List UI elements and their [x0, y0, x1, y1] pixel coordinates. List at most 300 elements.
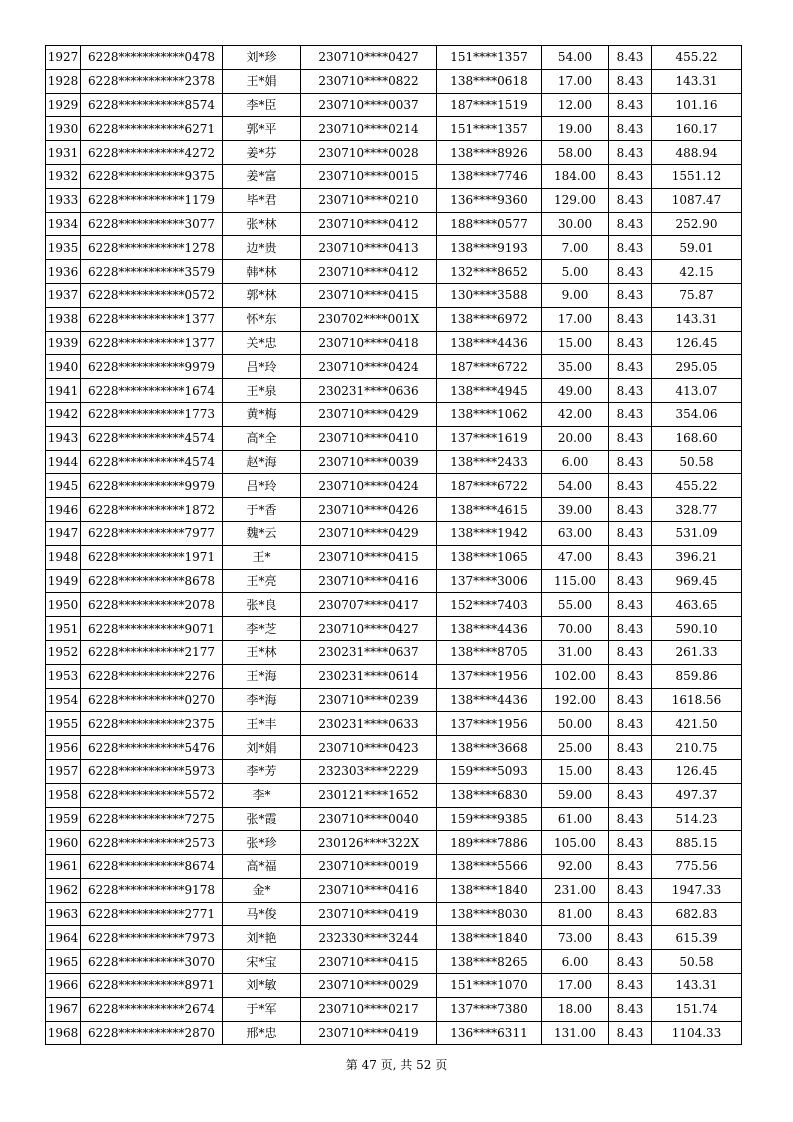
holder-name: 张*珍	[223, 831, 301, 855]
bank-card-number: 6228***********1674	[81, 379, 223, 403]
table-row	[46, 498, 742, 522]
bank-card-number: 6228***********7977	[81, 521, 223, 545]
phone-number: 138****2433	[437, 450, 542, 474]
table-row	[46, 950, 742, 974]
table-row	[46, 569, 742, 593]
holder-name: 郭*林	[223, 283, 301, 307]
phone-number: 138****5566	[437, 855, 542, 879]
row-number: 1947	[46, 521, 81, 545]
table-row	[46, 545, 742, 569]
area-value: 61.00	[542, 807, 609, 831]
id-number: 230710****0419	[301, 902, 437, 926]
amount-value: 590.10	[652, 617, 742, 641]
bank-card-number: 6228***********9979	[81, 474, 223, 498]
holder-name: 魏*云	[223, 521, 301, 545]
table-row	[46, 188, 742, 212]
row-number: 1935	[46, 236, 81, 260]
rate-value: 8.43	[609, 878, 652, 902]
id-number: 230710****0416	[301, 878, 437, 902]
table-row	[46, 46, 742, 70]
bank-card-number: 6228***********6271	[81, 117, 223, 141]
phone-number: 137****1956	[437, 664, 542, 688]
amount-value: 1947.33	[652, 878, 742, 902]
phone-number: 138****0618	[437, 69, 542, 93]
bank-card-number: 6228***********2870	[81, 1021, 223, 1045]
holder-name: 高*福	[223, 855, 301, 879]
holder-name: 李*	[223, 783, 301, 807]
id-number: 230710****0040	[301, 807, 437, 831]
table-row	[46, 712, 742, 736]
area-value: 49.00	[542, 379, 609, 403]
row-number: 1964	[46, 926, 81, 950]
holder-name: 李*芳	[223, 759, 301, 783]
id-number: 230710****0429	[301, 402, 437, 426]
phone-number: 151****1357	[437, 117, 542, 141]
row-number: 1965	[46, 950, 81, 974]
table-row	[46, 450, 742, 474]
phone-number: 138****1840	[437, 926, 542, 950]
table-row	[46, 283, 742, 307]
row-number: 1967	[46, 997, 81, 1021]
bank-card-number: 6228***********2177	[81, 640, 223, 664]
rate-value: 8.43	[609, 355, 652, 379]
holder-name: 邢*忠	[223, 1021, 301, 1045]
area-value: 17.00	[542, 69, 609, 93]
rate-value: 8.43	[609, 712, 652, 736]
row-number: 1954	[46, 688, 81, 712]
phone-number: 187****6722	[437, 474, 542, 498]
bank-card-number: 6228***********1773	[81, 402, 223, 426]
amount-value: 682.83	[652, 902, 742, 926]
phone-number: 138****8030	[437, 902, 542, 926]
holder-name: 姜*芬	[223, 141, 301, 165]
id-number: 230710****0028	[301, 141, 437, 165]
holder-name: 刘*艳	[223, 926, 301, 950]
bank-card-number: 6228***********2378	[81, 69, 223, 93]
row-number: 1960	[46, 831, 81, 855]
phone-number: 187****6722	[437, 355, 542, 379]
holder-name: 于*军	[223, 997, 301, 1021]
amount-value: 885.15	[652, 831, 742, 855]
bank-card-number: 6228***********9071	[81, 617, 223, 641]
id-number: 230710****0412	[301, 212, 437, 236]
area-value: 20.00	[542, 426, 609, 450]
holder-name: 李*海	[223, 688, 301, 712]
holder-name: 高*全	[223, 426, 301, 450]
holder-name: 王*娟	[223, 69, 301, 93]
rate-value: 8.43	[609, 141, 652, 165]
holder-name: 毕*君	[223, 188, 301, 212]
rate-value: 8.43	[609, 855, 652, 879]
table-row	[46, 974, 742, 998]
bank-card-number: 6228***********1278	[81, 236, 223, 260]
rate-value: 8.43	[609, 926, 652, 950]
row-number: 1944	[46, 450, 81, 474]
area-value: 31.00	[542, 640, 609, 664]
id-number: 230710****0037	[301, 93, 437, 117]
amount-value: 143.31	[652, 69, 742, 93]
phone-number: 137****3006	[437, 569, 542, 593]
table-row	[46, 93, 742, 117]
rate-value: 8.43	[609, 69, 652, 93]
area-value: 231.00	[542, 878, 609, 902]
table-row	[46, 926, 742, 950]
holder-name: 李*芝	[223, 617, 301, 641]
area-value: 55.00	[542, 593, 609, 617]
phone-number: 137****7380	[437, 997, 542, 1021]
holder-name: 边*贵	[223, 236, 301, 260]
area-value: 73.00	[542, 926, 609, 950]
bank-card-number: 6228***********1377	[81, 331, 223, 355]
rate-value: 8.43	[609, 1021, 652, 1045]
amount-value: 455.22	[652, 46, 742, 70]
rate-value: 8.43	[609, 997, 652, 1021]
id-number: 230710****0416	[301, 569, 437, 593]
phone-number: 138****3668	[437, 736, 542, 760]
id-number: 230231****0614	[301, 664, 437, 688]
holder-name: 马*俊	[223, 902, 301, 926]
id-number: 230231****0636	[301, 379, 437, 403]
area-value: 70.00	[542, 617, 609, 641]
holder-name: 吕*玲	[223, 355, 301, 379]
row-number: 1966	[46, 974, 81, 998]
row-number: 1930	[46, 117, 81, 141]
id-number: 230710****0217	[301, 997, 437, 1021]
id-number: 230710****0427	[301, 46, 437, 70]
area-value: 12.00	[542, 93, 609, 117]
amount-value: 497.37	[652, 783, 742, 807]
row-number: 1956	[46, 736, 81, 760]
phone-number: 138****9193	[437, 236, 542, 260]
table-row	[46, 593, 742, 617]
holder-name: 姜*富	[223, 164, 301, 188]
rate-value: 8.43	[609, 521, 652, 545]
holder-name: 金*	[223, 878, 301, 902]
row-number: 1945	[46, 474, 81, 498]
id-number: 230710****0419	[301, 1021, 437, 1045]
bank-card-number: 6228***********2078	[81, 593, 223, 617]
rate-value: 8.43	[609, 569, 652, 593]
amount-value: 42.15	[652, 260, 742, 284]
holder-name: 关*忠	[223, 331, 301, 355]
bank-card-number: 6228***********0270	[81, 688, 223, 712]
id-number: 230702****001X	[301, 307, 437, 331]
area-value: 17.00	[542, 974, 609, 998]
amount-value: 75.87	[652, 283, 742, 307]
row-number: 1939	[46, 331, 81, 355]
table-row	[46, 402, 742, 426]
table-row	[46, 307, 742, 331]
holder-name: 于*香	[223, 498, 301, 522]
id-number: 230710****0015	[301, 164, 437, 188]
rate-value: 8.43	[609, 902, 652, 926]
id-number: 230710****0210	[301, 188, 437, 212]
holder-name: 王*林	[223, 640, 301, 664]
area-value: 47.00	[542, 545, 609, 569]
bank-card-number: 6228***********7973	[81, 926, 223, 950]
area-value: 39.00	[542, 498, 609, 522]
amount-value: 261.33	[652, 640, 742, 664]
amount-value: 143.31	[652, 974, 742, 998]
amount-value: 413.07	[652, 379, 742, 403]
table-row	[46, 640, 742, 664]
amount-value: 969.45	[652, 569, 742, 593]
holder-name: 怀*东	[223, 307, 301, 331]
phone-number: 187****1519	[437, 93, 542, 117]
row-number: 1933	[46, 188, 81, 212]
bank-card-number: 6228***********8678	[81, 569, 223, 593]
id-number: 230121****1652	[301, 783, 437, 807]
area-value: 92.00	[542, 855, 609, 879]
bank-card-number: 6228***********8574	[81, 93, 223, 117]
holder-name: 吕*玲	[223, 474, 301, 498]
rate-value: 8.43	[609, 974, 652, 998]
table-row	[46, 260, 742, 284]
id-number: 230710****0427	[301, 617, 437, 641]
rate-value: 8.43	[609, 212, 652, 236]
row-number: 1953	[46, 664, 81, 688]
area-value: 50.00	[542, 712, 609, 736]
amount-value: 531.09	[652, 521, 742, 545]
phone-number: 138****4436	[437, 617, 542, 641]
rate-value: 8.43	[609, 474, 652, 498]
phone-number: 138****1062	[437, 402, 542, 426]
phone-number: 138****8265	[437, 950, 542, 974]
bank-card-number: 6228***********3077	[81, 212, 223, 236]
table-body	[46, 46, 742, 1045]
table-row	[46, 474, 742, 498]
phone-number: 138****6972	[437, 307, 542, 331]
id-number: 230710****0429	[301, 521, 437, 545]
rate-value: 8.43	[609, 831, 652, 855]
amount-value: 50.58	[652, 950, 742, 974]
rate-value: 8.43	[609, 593, 652, 617]
table-row	[46, 164, 742, 188]
area-value: 18.00	[542, 997, 609, 1021]
rate-value: 8.43	[609, 950, 652, 974]
row-number: 1958	[46, 783, 81, 807]
row-number: 1968	[46, 1021, 81, 1045]
amount-value: 615.39	[652, 926, 742, 950]
phone-number: 152****7403	[437, 593, 542, 617]
amount-value: 252.90	[652, 212, 742, 236]
bank-card-number: 6228***********2674	[81, 997, 223, 1021]
area-value: 15.00	[542, 759, 609, 783]
amount-value: 50.58	[652, 450, 742, 474]
row-number: 1934	[46, 212, 81, 236]
rate-value: 8.43	[609, 236, 652, 260]
id-number: 230710****0822	[301, 69, 437, 93]
rate-value: 8.43	[609, 331, 652, 355]
bank-card-number: 6228***********7275	[81, 807, 223, 831]
table-row	[46, 117, 742, 141]
area-value: 54.00	[542, 46, 609, 70]
area-value: 7.00	[542, 236, 609, 260]
phone-number: 159****9385	[437, 807, 542, 831]
bank-card-number: 6228***********1872	[81, 498, 223, 522]
amount-value: 514.23	[652, 807, 742, 831]
bank-card-number: 6228***********9979	[81, 355, 223, 379]
table-row	[46, 736, 742, 760]
holder-name: 王*海	[223, 664, 301, 688]
rate-value: 8.43	[609, 640, 652, 664]
row-number: 1931	[46, 141, 81, 165]
table-row	[46, 855, 742, 879]
phone-number: 189****7886	[437, 831, 542, 855]
amount-value: 126.45	[652, 331, 742, 355]
id-number: 230710****0418	[301, 331, 437, 355]
table-row	[46, 902, 742, 926]
page-footer: 第 47 页, 共 52 页	[345, 1058, 448, 1072]
row-number: 1942	[46, 402, 81, 426]
amount-value: 59.01	[652, 236, 742, 260]
amount-value: 455.22	[652, 474, 742, 498]
bank-card-number: 6228***********5973	[81, 759, 223, 783]
amount-value: 1087.47	[652, 188, 742, 212]
holder-name: 王*	[223, 545, 301, 569]
bank-card-number: 6228***********5572	[81, 783, 223, 807]
area-value: 59.00	[542, 783, 609, 807]
area-value: 9.00	[542, 283, 609, 307]
id-number: 232303****2229	[301, 759, 437, 783]
id-number: 230710****0029	[301, 974, 437, 998]
holder-name: 张*林	[223, 212, 301, 236]
id-number: 230710****0413	[301, 236, 437, 260]
id-number: 230710****0410	[301, 426, 437, 450]
phone-number: 136****6311	[437, 1021, 542, 1045]
id-number: 230710****0423	[301, 736, 437, 760]
amount-value: 859.86	[652, 664, 742, 688]
rate-value: 8.43	[609, 783, 652, 807]
id-number: 230710****0424	[301, 474, 437, 498]
rate-value: 8.43	[609, 688, 652, 712]
rate-value: 8.43	[609, 117, 652, 141]
rate-value: 8.43	[609, 164, 652, 188]
bank-card-number: 6228***********2573	[81, 831, 223, 855]
holder-name: 刘*珍	[223, 46, 301, 70]
amount-value: 1551.12	[652, 164, 742, 188]
id-number: 230710****0415	[301, 950, 437, 974]
table-row	[46, 759, 742, 783]
row-number: 1948	[46, 545, 81, 569]
table-row	[46, 379, 742, 403]
bank-card-number: 6228***********2771	[81, 902, 223, 926]
phone-number: 138****8926	[437, 141, 542, 165]
holder-name: 赵*海	[223, 450, 301, 474]
table-row	[46, 807, 742, 831]
phone-number: 151****1357	[437, 46, 542, 70]
row-number: 1952	[46, 640, 81, 664]
table-row	[46, 521, 742, 545]
table-row	[46, 831, 742, 855]
row-number: 1936	[46, 260, 81, 284]
phone-number: 138****1065	[437, 545, 542, 569]
id-number: 230710****0426	[301, 498, 437, 522]
bank-card-number: 6228***********1179	[81, 188, 223, 212]
area-value: 6.00	[542, 450, 609, 474]
holder-name: 李*臣	[223, 93, 301, 117]
area-value: 15.00	[542, 331, 609, 355]
row-number: 1928	[46, 69, 81, 93]
table-row	[46, 236, 742, 260]
area-value: 131.00	[542, 1021, 609, 1045]
phone-number: 159****5093	[437, 759, 542, 783]
bank-card-number: 6228***********1971	[81, 545, 223, 569]
id-number: 230710****0415	[301, 283, 437, 307]
amount-value: 1104.33	[652, 1021, 742, 1045]
area-value: 58.00	[542, 141, 609, 165]
area-value: 63.00	[542, 521, 609, 545]
holder-name: 郭*平	[223, 117, 301, 141]
area-value: 184.00	[542, 164, 609, 188]
amount-value: 421.50	[652, 712, 742, 736]
amount-value: 1618.56	[652, 688, 742, 712]
table-row	[46, 783, 742, 807]
phone-number: 138****4436	[437, 331, 542, 355]
table-row	[46, 212, 742, 236]
phone-number: 138****4615	[437, 498, 542, 522]
phone-number: 138****4945	[437, 379, 542, 403]
bank-card-number: 6228***********8971	[81, 974, 223, 998]
amount-value: 354.06	[652, 402, 742, 426]
id-number: 230710****0039	[301, 450, 437, 474]
table-row	[46, 141, 742, 165]
bank-card-number: 6228***********5476	[81, 736, 223, 760]
rate-value: 8.43	[609, 498, 652, 522]
row-number: 1950	[46, 593, 81, 617]
row-number: 1937	[46, 283, 81, 307]
row-number: 1955	[46, 712, 81, 736]
row-number: 1929	[46, 93, 81, 117]
row-number: 1938	[46, 307, 81, 331]
bank-card-number: 6228***********1377	[81, 307, 223, 331]
area-value: 102.00	[542, 664, 609, 688]
phone-number: 137****1956	[437, 712, 542, 736]
area-value: 17.00	[542, 307, 609, 331]
holder-name: 宋*宝	[223, 950, 301, 974]
bank-card-number: 6228***********3070	[81, 950, 223, 974]
amount-value: 775.56	[652, 855, 742, 879]
phone-number: 132****8652	[437, 260, 542, 284]
phone-number: 138****4436	[437, 688, 542, 712]
row-number: 1943	[46, 426, 81, 450]
holder-name: 张*良	[223, 593, 301, 617]
amount-value: 463.65	[652, 593, 742, 617]
row-number: 1946	[46, 498, 81, 522]
area-value: 25.00	[542, 736, 609, 760]
bank-card-number: 6228***********4574	[81, 426, 223, 450]
bank-card-number: 6228***********0572	[81, 283, 223, 307]
amount-value: 488.94	[652, 141, 742, 165]
bank-card-number: 6228***********3579	[81, 260, 223, 284]
amount-value: 295.05	[652, 355, 742, 379]
holder-name: 黄*梅	[223, 402, 301, 426]
rate-value: 8.43	[609, 307, 652, 331]
row-number: 1932	[46, 164, 81, 188]
amount-value: 168.60	[652, 426, 742, 450]
amount-value: 160.17	[652, 117, 742, 141]
row-number: 1962	[46, 878, 81, 902]
phone-number: 138****6830	[437, 783, 542, 807]
holder-name: 王*亮	[223, 569, 301, 593]
table-row	[46, 997, 742, 1021]
area-value: 192.00	[542, 688, 609, 712]
row-number: 1961	[46, 855, 81, 879]
rate-value: 8.43	[609, 450, 652, 474]
row-number: 1949	[46, 569, 81, 593]
holder-name: 王*泉	[223, 379, 301, 403]
amount-value: 101.16	[652, 93, 742, 117]
